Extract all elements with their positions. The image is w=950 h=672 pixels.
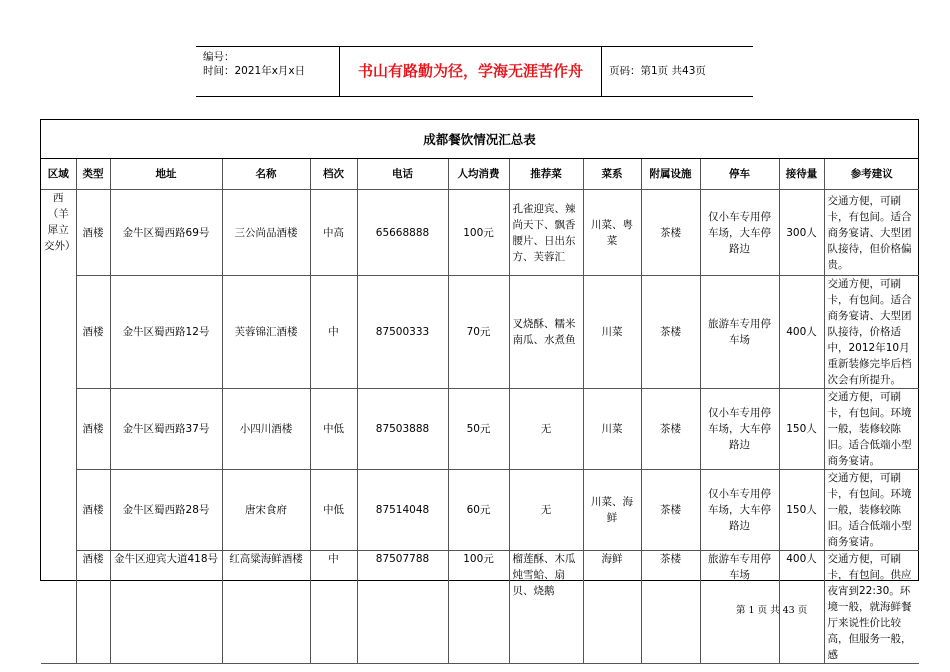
col-header: 参考建议 <box>824 159 919 190</box>
parking-cell: 旅游车专用停车场 <box>700 551 779 664</box>
col-header: 接待量 <box>779 159 824 190</box>
col-header: 档次 <box>310 159 357 190</box>
parking-cell: 仅小车专用停车场，大车停路边 <box>700 470 779 551</box>
phone-cell: 87500333 <box>357 276 448 389</box>
document-header <box>196 46 753 97</box>
cuisine-cell: 川菜 <box>583 389 641 470</box>
type-cell: 酒楼 <box>76 389 110 470</box>
col-header: 附属设施 <box>641 159 700 190</box>
header-row <box>41 159 919 190</box>
facility-cell: 茶楼 <box>641 276 700 389</box>
avg-cost-cell: 70元 <box>448 276 509 389</box>
data-table <box>41 159 919 664</box>
grade-cell: 中 <box>310 276 357 389</box>
type-cell: 酒楼 <box>76 470 110 551</box>
advice-cell: 交通方便，可刷卡，有包间。适合商务宴请、大型团队接待，价格适中，2012年10月重新装修完毕后档次会有所提升。 <box>824 276 919 389</box>
avg-cost-cell: 50元 <box>448 389 509 470</box>
facility-cell: 茶楼 <box>641 389 700 470</box>
region-cell: 西（羊犀立交外） <box>41 190 76 664</box>
capacity-cell: 150人 <box>779 389 824 470</box>
address-cell: 金牛区蜀西路12号 <box>110 276 222 389</box>
page-info: 页码：第1页 共43页 <box>609 65 706 77</box>
advice-cell: 交通方便，可刷卡，有包间。环境一般，装修较陈旧。适合低端小型商务宴请。 <box>824 389 919 470</box>
phone-cell: 65668888 <box>357 190 448 276</box>
phone-cell: 87507788 <box>357 551 448 664</box>
col-header: 菜系 <box>583 159 641 190</box>
col-header: 名称 <box>222 159 310 190</box>
parking-cell: 仅小车专用停车场，大车停路边 <box>700 190 779 276</box>
number-label: 编号： <box>203 51 235 63</box>
cuisine-cell: 川菜、海鲜 <box>583 470 641 551</box>
name-cell: 唐宋食府 <box>222 470 310 551</box>
col-header: 推荐菜 <box>509 159 583 190</box>
col-header: 地址 <box>110 159 222 190</box>
advice-cell: 交通方便，可刷卡，有包间。适合商务宴请、大型团队接待，但价格偏贵。 <box>824 190 919 276</box>
page-footer: 第 1 页 共 43 页 <box>736 605 808 616</box>
facility-cell: 茶楼 <box>641 551 700 664</box>
table-row <box>41 470 919 551</box>
grade-cell: 中低 <box>310 389 357 470</box>
name-cell: 红高粱海鲜酒楼 <box>222 551 310 664</box>
col-header: 区域 <box>41 159 76 190</box>
col-header: 人均消费 <box>448 159 509 190</box>
dishes-cell: 无 <box>509 389 583 470</box>
address-cell: 金牛区蜀西路28号 <box>110 470 222 551</box>
table-row <box>41 389 919 470</box>
type-cell: 酒楼 <box>76 190 110 276</box>
table-title: 成都餐饮情况汇总表 <box>41 120 918 159</box>
capacity-cell: 150人 <box>779 470 824 551</box>
address-cell: 金牛区蜀西路69号 <box>110 190 222 276</box>
header-meta <box>196 47 339 96</box>
advice-cell: 交通方便，可刷卡，有包间。环境一般，装修较陈旧。适合低端小型商务宴请。 <box>824 470 919 551</box>
col-header: 类型 <box>76 159 110 190</box>
dishes-cell: 榴莲酥、木瓜炖雪蛤、扇贝、烧鹅 <box>509 551 583 664</box>
address-cell: 金牛区蜀西路37号 <box>110 389 222 470</box>
grade-cell: 中高 <box>310 190 357 276</box>
cuisine-cell: 川菜 <box>583 276 641 389</box>
avg-cost-cell: 100元 <box>448 190 509 276</box>
capacity-cell: 400人 <box>779 276 824 389</box>
facility-cell: 茶楼 <box>641 190 700 276</box>
phone-cell: 87514048 <box>357 470 448 551</box>
motto: 书山有路勤为径，学海无涯苦作舟 <box>339 47 602 96</box>
col-header: 电话 <box>357 159 448 190</box>
parking-cell: 仅小车专用停车场，大车停路边 <box>700 389 779 470</box>
table-row <box>41 276 919 389</box>
cuisine-cell: 川菜、粤菜 <box>583 190 641 276</box>
name-cell: 芙蓉锦汇酒楼 <box>222 276 310 389</box>
dishes-cell: 叉烧酥、糯米南瓜、水煮鱼 <box>509 276 583 389</box>
table-row <box>41 190 919 276</box>
grade-cell: 中低 <box>310 470 357 551</box>
dishes-cell: 无 <box>509 470 583 551</box>
name-cell: 三公尚品酒楼 <box>222 190 310 276</box>
time-label: 时间：2021年x月x日 <box>203 65 306 77</box>
advice-cell: 交通方便，可刷卡，有包间。供应夜宵到22:30。环境一般，就海鲜餐厅来说性价比较高，但服务一般，感 <box>824 551 919 664</box>
avg-cost-cell: 100元 <box>448 551 509 664</box>
capacity-cell: 400人 <box>779 551 824 664</box>
parking-cell: 旅游车专用停车场 <box>700 276 779 389</box>
facility-cell: 茶楼 <box>641 470 700 551</box>
name-cell: 小四川酒楼 <box>222 389 310 470</box>
grade-cell: 中 <box>310 551 357 664</box>
phone-cell: 87503888 <box>357 389 448 470</box>
dishes-cell: 孔雀迎宾、辣尚天下、飘香腰片、日出东方、芙蓉汇 <box>509 190 583 276</box>
cuisine-cell: 海鲜 <box>583 551 641 664</box>
address-cell: 金牛区迎宾大道418号 <box>110 551 222 664</box>
col-header: 停车 <box>700 159 779 190</box>
type-cell: 酒楼 <box>76 276 110 389</box>
type-cell: 酒楼 <box>76 551 110 664</box>
capacity-cell: 300人 <box>779 190 824 276</box>
avg-cost-cell: 60元 <box>448 470 509 551</box>
